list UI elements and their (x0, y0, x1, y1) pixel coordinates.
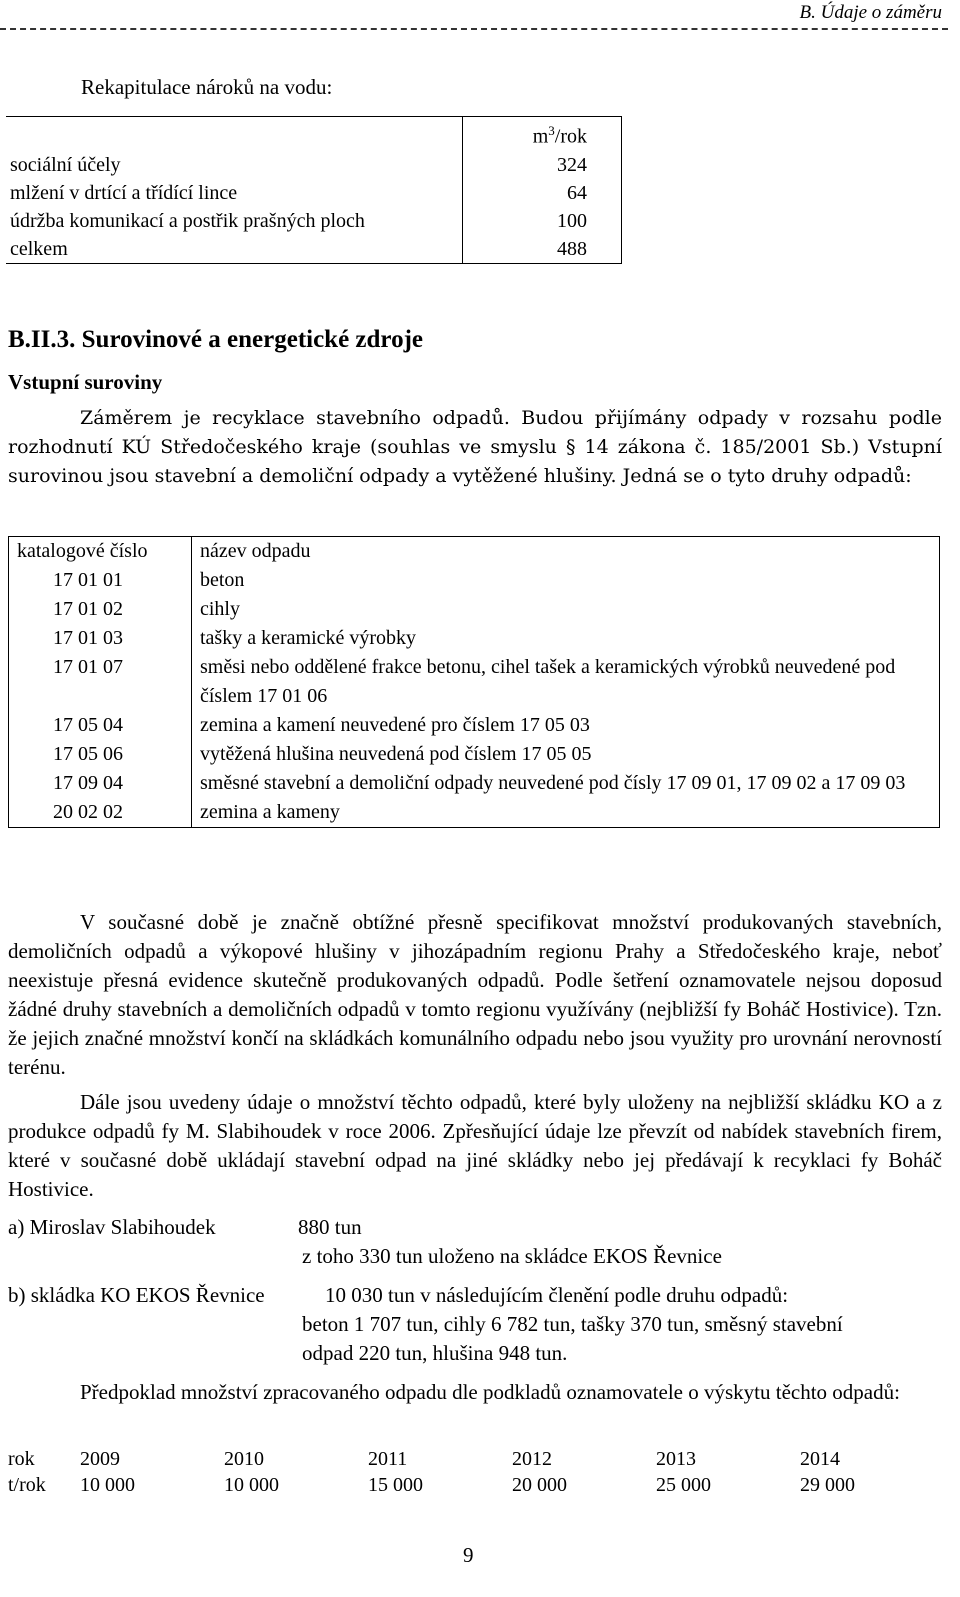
waste-name: zemina a kameny (192, 798, 940, 828)
year-cell: 2010 (224, 1448, 264, 1470)
waste-name: tašky a keramické výrobky (192, 624, 940, 653)
table-row (6, 117, 622, 151)
item-a-amount: 880 tun (298, 1215, 362, 1239)
year-cell: 2011 (368, 1448, 408, 1470)
table-row (9, 798, 940, 828)
header-text: B. Údaje o záměru (799, 2, 942, 23)
table-row (8, 1472, 900, 1498)
row-label: sociální účely (6, 151, 463, 179)
amount-cell: 15 000 (368, 1474, 423, 1496)
row-value: 324 (463, 151, 622, 179)
table-row (9, 566, 940, 595)
waste-code: 17 01 02 (9, 595, 192, 624)
row-value: 100 (463, 207, 622, 235)
item-b-label: b) skládka KO EKOS Řevnice (8, 1283, 265, 1307)
item-a (8, 1213, 362, 1242)
waste-name: cihly (192, 595, 940, 624)
row-value: 488 (463, 235, 622, 264)
waste-code: 17 01 01 (9, 566, 192, 595)
table-row (9, 740, 940, 769)
waste-name: zemina a kamení neuvedené pro číslem 17 05 03 (192, 711, 940, 740)
waste-code: 17 01 03 (9, 624, 192, 653)
row-value: 64 (463, 179, 622, 207)
row-label-amount: t/rok (8, 1474, 46, 1496)
item-b-detail-1: beton 1 707 tun, cihly 6 782 tun, tašky 370 tun, směsný stavební (302, 1312, 843, 1336)
table-row (6, 207, 622, 235)
year-cell: 2014 (800, 1448, 840, 1470)
table-row (9, 595, 940, 624)
waste-code: 17 09 04 (9, 769, 192, 798)
water-recap-table (6, 116, 622, 264)
forecast-table (8, 1446, 900, 1498)
column-header-name: název odpadu (192, 537, 940, 567)
row-label-year: rok (8, 1448, 35, 1470)
table-row (9, 624, 940, 653)
table-row (9, 653, 940, 711)
waste-name: směsi nebo oddělené frakce betonu, cihel tašek a keramických výrobků neuvedené pod číslem 17 01 06 (192, 653, 940, 711)
paragraph-data-source: Dále jsou uvedeny údaje o množství těchto odpadů, které byly uloženy na nejbližší skládku KO a z produkce odpadů fy M. Slabihoudek v roce 2006. Zpřesňující údaje lze převzít od nabídek stavebních firem, které v současné době ukládají stavební odpad na jiné skládky nebo jej předávají k recyklaci fy Boháč Hostivice. (8, 1090, 942, 1201)
table-row (9, 711, 940, 740)
table-header-row (9, 537, 940, 567)
item-b (8, 1281, 788, 1310)
waste-name: beton (192, 566, 940, 595)
paragraph-forecast: Předpoklad množství zpracovaného odpadu dle podkladů oznamovatele o výskytu těchto odpadů: (80, 1380, 900, 1404)
item-b-amount: 10 030 tun v následujícím členění podle druhu odpadů: (325, 1283, 789, 1307)
table-row (8, 1446, 900, 1472)
waste-code: 17 01 07 (9, 653, 192, 711)
page-number: 9 (463, 1543, 474, 1567)
amount-cell: 10 000 (80, 1474, 135, 1496)
amount-cell: 25 000 (656, 1474, 711, 1496)
table-row (6, 151, 622, 179)
page-header (0, 0, 948, 30)
item-a-detail: z toho 330 tun uloženo na skládce EKOS Řevnice (302, 1244, 722, 1268)
amount-cell: 29 000 (800, 1474, 855, 1496)
table-row (6, 179, 622, 207)
table-row (6, 235, 622, 264)
row-label: celkem (6, 235, 463, 264)
waste-code: 17 05 06 (9, 740, 192, 769)
waste-catalogue-table (8, 536, 940, 828)
subheading: Vstupní suroviny (8, 370, 163, 394)
row-label: mlžení v drtící a třídící lince (6, 179, 463, 207)
section-heading: B.II.3. Surovinové a energetické zdroje (8, 326, 424, 353)
row-label: údržba komunikací a postřik prašných ploch (6, 207, 463, 235)
waste-code: 20 02 02 (9, 798, 192, 828)
table-row (9, 769, 940, 798)
paragraph-situation: V současné době je značně obtížné přesně specifikovat množství produkovaných stavebních, demoličních odpadů a výkopové hlušiny v jihozápadním regionu Prahy a Středočeského kraje, neboť neexistuje přesná evidence skutečně produkovaných odpadů. Podle šetření oznamovatele nejsou doposud žádné druhy stavebních a demoličních odpadů v tomto regionu využívány (nejbližší fy Boháč Hostivice). Tzn. že jejich značné množství končí na skládkách komunálního odpadu nebo jsou využity pro urovnání nerovností terénu. (8, 910, 942, 1079)
item-b-detail-2: odpad 220 tun, hlušina 948 tun. (302, 1341, 568, 1365)
item-a-label: a) Miroslav Slabihoudek (8, 1215, 216, 1239)
unit-cell: $m^3$/rok (463, 117, 622, 151)
waste-name: vytěžená hlušina neuvedená pod číslem 17 05 05 (192, 740, 940, 769)
year-cell: 2013 (656, 1448, 696, 1470)
column-header-code: katalogové číslo (9, 537, 192, 567)
year-cell: 2012 (512, 1448, 552, 1470)
amount-cell: 10 000 (224, 1474, 279, 1496)
waste-name: směsné stavební a demoliční odpady neuvedené pod čísly 17 09 01, 17 09 02 a 17 09 03 (192, 769, 940, 798)
year-cell: 2009 (80, 1448, 120, 1470)
waste-code: 17 05 04 (9, 711, 192, 740)
recap-title: Rekapitulace nároků na vodu: (81, 75, 333, 99)
paragraph-intro: Záměrem je recyklace stavebního odpadů. Budou přijímány odpady v rozsahu podle rozhodnutí KÚ Středočeského kraje (souhlas ve smyslu § 14 zákona č. 185/2001 Sb.) Vstupní surovinou jsou stavební a demoliční odpady a vytěžené hlušiny. Jedná se o tyto druhy odpadů: (8, 407, 942, 487)
amount-cell: 20 000 (512, 1474, 567, 1496)
